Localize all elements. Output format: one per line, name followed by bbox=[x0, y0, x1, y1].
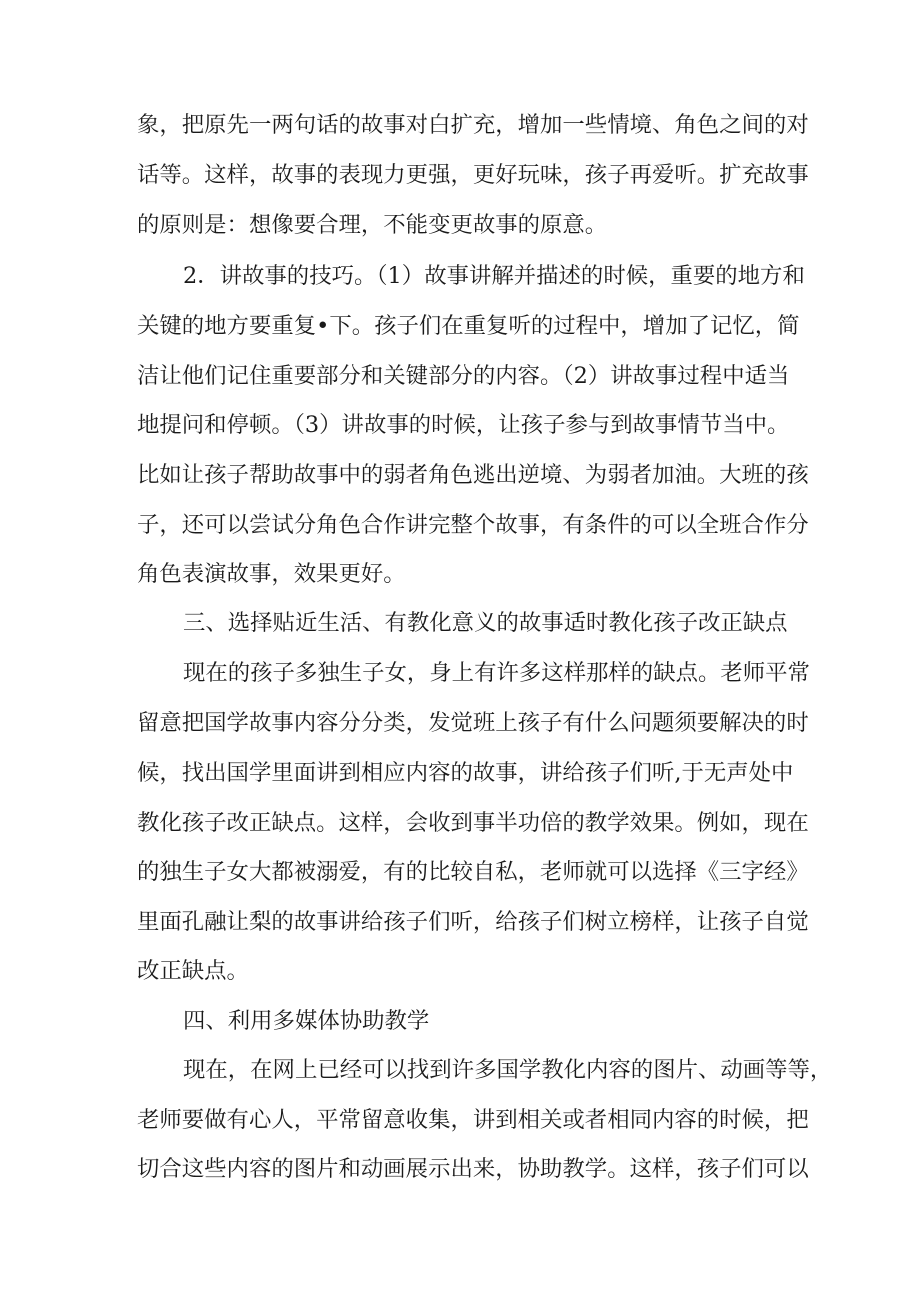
text-line: 的独生子女大都被溺爱，有的比较自私，老师就可以选择《三字经》 bbox=[137, 859, 809, 885]
text-line: 子，还可以尝试分角色合作讲完整个故事，有条件的可以全班合作分 bbox=[137, 512, 809, 538]
text-line: 切合这些内容的图片和动画展示出来，协助教学。这样，孩子们可以 bbox=[137, 1156, 809, 1182]
text-line: 教化孩子改正缺点。这样，会收到事半功倍的教学效果。例如，现在 bbox=[137, 810, 809, 836]
text-line: 2．讲故事的技巧。（1）故事讲解并描述的时候，重要的地方和 bbox=[183, 263, 805, 289]
text-line: 现在，在网上已经可以找到许多国学教化内容的图片、动画等等， bbox=[183, 1057, 833, 1083]
text-line: 现在的孩子多独生子女，身上有许多这样那样的缺点。老师平常 bbox=[183, 660, 810, 686]
text-line: 象，把原先一两句话的故事对白扩充，增加一些情境、角色之间的对 bbox=[137, 112, 809, 138]
text-line: 比如让孩子帮助故事中的弱者角色逃出逆境、为弱者加油。大班的孩 bbox=[137, 462, 809, 488]
text-line: 留意把国学故事内容分分类，发觉班上孩子有什么问题须要解决的时 bbox=[137, 710, 809, 736]
section-heading: 四、利用多媒体协助教学 bbox=[183, 1008, 430, 1034]
text-line: 关键的地方要重复•下。孩子们在重复听的过程中，增加了记忆，简 bbox=[137, 313, 800, 339]
text-line: 地提问和停顿。（3）讲故事的时候，让孩子参与到故事情节当中。 bbox=[137, 412, 790, 438]
text-line: 话等。这样，故事的表现力更强，更好玩味，孩子再爱听。扩充故事 bbox=[137, 162, 809, 188]
section-heading: 三、选择贴近生活、有教化意义的故事适时教化孩子改正缺点 bbox=[183, 610, 788, 636]
text-line: 角色表演故事，效果更好。 bbox=[137, 561, 406, 587]
text-line: 候，找出国学里面讲到相应内容的故事，讲给孩子们听,于无声处中 bbox=[137, 760, 794, 786]
text-line: 老师要做有心人，平常留意收集，讲到相关或者相同内容的时候，把 bbox=[137, 1107, 809, 1133]
text-line: 改正缺点。 bbox=[137, 958, 249, 984]
text-line: 洁让他们记住重要部分和关键部分的内容。（2）讲故事过程中适当 bbox=[137, 363, 790, 389]
text-line: 里面孔融让梨的故事讲给孩子们听，给孩子们树立榜样，让孩子自觉 bbox=[137, 909, 809, 935]
text-line: 的原则是：想像要合理，不能变更故事的原意。 bbox=[137, 212, 608, 238]
